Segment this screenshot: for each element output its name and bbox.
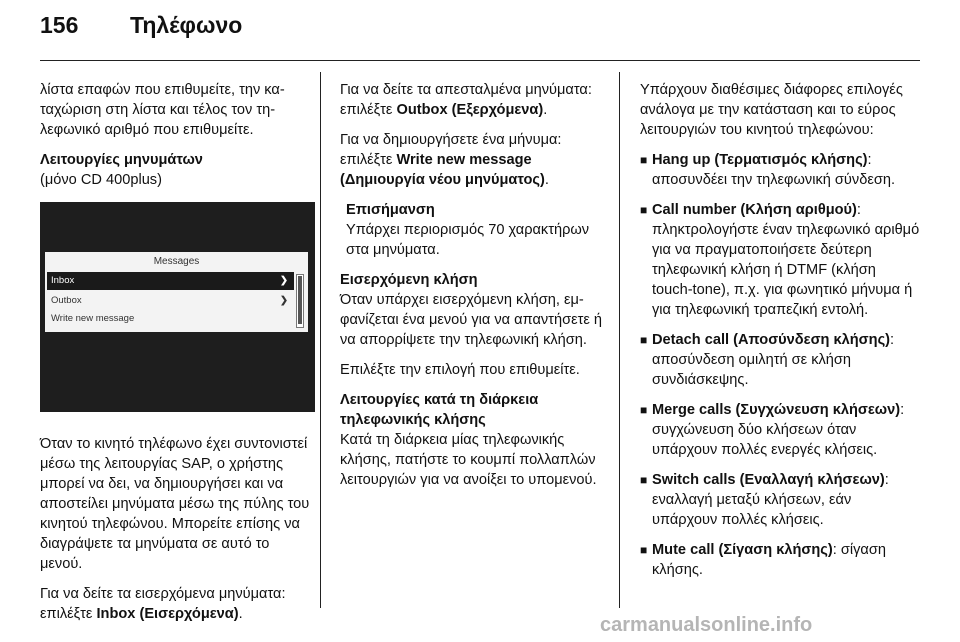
display-screen	[45, 252, 308, 332]
menu-item-outbox	[47, 292, 294, 310]
section-heading-incoming-call: Εισερχόμενη κλήση	[340, 272, 478, 288]
scrollbar-thumb	[298, 276, 302, 324]
page-title: Τηλέφωνο	[130, 12, 243, 38]
list-item-detach-call	[640, 330, 920, 390]
page-header	[40, 12, 920, 52]
option-name: Call number (Κλήση αριθμού)	[652, 202, 857, 218]
header-rule	[40, 60, 920, 61]
inbox-option: Inbox (Εισερχόμενα)	[96, 606, 239, 622]
option-description: : συγχώνευση δύο κλήσεων όταν υπάρχουν πολλές ενεργές κλήσεις.	[652, 402, 905, 458]
column-2	[340, 80, 608, 500]
section-heading-messages: Λειτουργίες μηνυμάτων	[40, 152, 203, 168]
during-call-text: Κατά τη διάρκεια μίας τηλεφωνικής κλήσης, πατήστε το κουμπί πολλαπλών λειτουργιών για να ανοίξει το υπομενού.	[340, 432, 597, 488]
column-3	[640, 80, 920, 590]
menu-item-label: Outbox	[51, 295, 82, 306]
option-description: : αποσύνδεση ομιλητή σε κλήση συνδιάσκεψης.	[652, 332, 895, 388]
column-divider-1	[320, 72, 321, 608]
menu-item-write-new-message	[47, 310, 294, 328]
list-item-call-number	[640, 200, 920, 320]
write-option: Write new message (Δημιουργία νέου μηνύματος)	[340, 152, 545, 188]
incoming-call-text: Όταν υπάρχει εισερχόμενη κλήση, εμφανίζεται ένα μενού για να απαντήσετε ή να απορρίψετε την τηλεφωνική κλήση.	[340, 292, 603, 348]
option-description: : εναλλαγή μεταξύ κλήσεων, εάν υπάρχουν πολλές κλήσεις.	[652, 472, 889, 528]
column-1	[40, 80, 315, 634]
list-item-merge-calls	[640, 400, 920, 460]
inbox-period: .	[238, 606, 243, 622]
note-text: Υπάρχει περιορισμός 70 χαρακτήρων στα μηνύματα.	[346, 222, 590, 258]
menu-item-inbox	[47, 272, 294, 290]
outbox-option: Outbox (Εξερχόμενα)	[396, 102, 544, 118]
write-text: Για να δημιουργήσετε ένα μήνυμα: επιλέξτε	[340, 132, 562, 168]
option-description: : σίγαση κλήσης.	[652, 542, 886, 578]
list-item-mute-call	[640, 540, 920, 580]
chevron-right-icon: ❯	[280, 275, 288, 286]
menu-item-label: Write new message	[51, 313, 135, 324]
option-name: Switch calls (Εναλλαγή κλήσεων)	[652, 472, 885, 488]
inbox-text: Για να δείτε τα εισερχόμενα μηνύματα: επιλέξτε	[40, 586, 286, 622]
note-title: Επισήμανση	[346, 202, 435, 218]
sap-paragraph: Όταν το κινητό τηλέφωνο έχει συντονιστεί μέσω της λειτουργίας SAP, ο χρήστης μπορεί να δει, να δημιουργήσει και να αποστείλει μηνύματα μέσω της πύλης του κινητού τηλεφώνου. Μπορείτε επίσης να διαγράψετε τα μηνύματα σε αυτό το μενού.	[40, 436, 310, 572]
option-description: : αποσυνδέει την τηλεφωνική σύνδεση.	[652, 152, 896, 188]
column-divider-2	[619, 72, 620, 608]
write-period: .	[544, 172, 549, 188]
inbox-paragraph	[40, 584, 315, 624]
option-name: Mute call (Σίγαση κλήσης)	[652, 542, 833, 558]
option-name: Detach call (Αποσύνδεση κλήσης)	[652, 332, 891, 348]
section-subheading: (μόνο CD 400plus)	[40, 172, 162, 188]
option-name: Hang up (Τερματισμός κλήσης)	[652, 152, 868, 168]
screen-scrollbar	[296, 274, 304, 328]
chevron-right-icon: ❯	[280, 295, 288, 306]
options-intro: Υπάρχουν διαθέσιμες διάφορες επιλογές ανάλογα με την κατάσταση και το εύρος λειτουργιών του κινητού τηλεφώνου:	[640, 82, 903, 138]
option-name: Merge calls (Συγχώνευση κλήσεων)	[652, 402, 901, 418]
note-box	[340, 200, 608, 260]
section-heading-during-call: Λειτουργίες κατά τη διάρκεια τηλεφωνικής κλήσης	[340, 392, 539, 428]
list-item-switch-calls	[640, 470, 920, 530]
write-message-paragraph	[340, 130, 608, 190]
list-item-hang-up	[640, 150, 920, 190]
watermark: carmanualsonline.info	[600, 614, 813, 636]
option-description: : πληκτρολογήστε έναν τηλεφωνικό αριθμό για να πραγματοποιήσετε δεύτερη τηλεφωνική κλήση ή DTMF (κλήση touch-tone), π.χ. για φωνητικό μήνυμα ή για τηλεφωνική τραπεζική εντολή.	[652, 202, 920, 318]
menu-item-label: Inbox	[51, 275, 75, 286]
display-screenshot	[40, 202, 315, 412]
call-options-list	[640, 150, 920, 580]
outbox-period: .	[543, 102, 548, 118]
outbox-text: Για να δείτε τα απεσταλμένα μηνύματα: επιλέξτε	[340, 82, 592, 118]
outbox-paragraph	[340, 80, 608, 120]
screen-title: Messages	[153, 256, 200, 267]
intro-text: λίστα επαφών που επιθυμείτε, την καταχώριση στη λίστα και τέλος τον τηλεφωνικό αριθμό που επιθυμείτε.	[40, 82, 285, 138]
page-number: 156	[40, 12, 79, 38]
select-option-text: Επιλέξτε την επιλογή που επιθυμείτε.	[340, 362, 580, 378]
